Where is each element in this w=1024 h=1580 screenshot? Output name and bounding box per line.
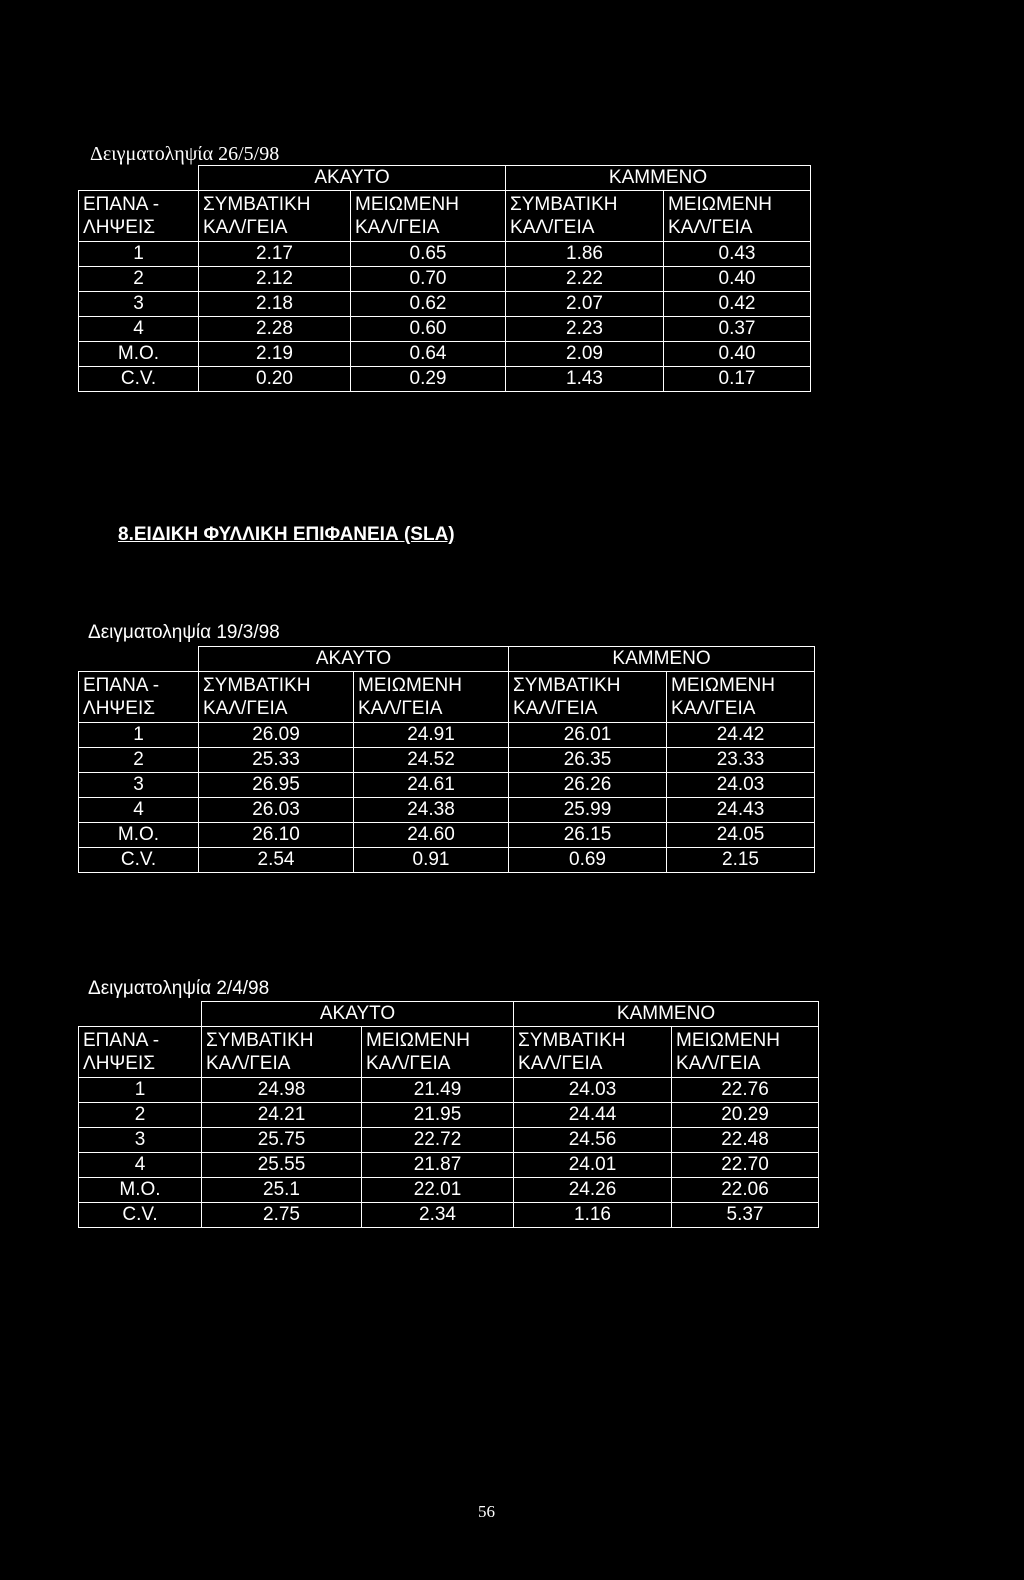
cell: 24.01 (514, 1153, 672, 1178)
cell: 2.17 (199, 242, 351, 267)
group-header: ΚΑΜΜΕΝΟ (506, 166, 811, 191)
cell: 0.40 (664, 267, 811, 292)
cell: 1 (79, 723, 199, 748)
cell: 2.28 (199, 317, 351, 342)
cell: 24.26 (514, 1178, 672, 1203)
cell: 23.33 (667, 748, 815, 773)
cell: 3 (79, 1128, 202, 1153)
cell: Μ.Ο. (79, 823, 199, 848)
column-header: ΕΠΑΝΑ - ΛΗΨΕΙΣ (79, 672, 199, 723)
cell: C.V. (79, 848, 199, 873)
data-table-1 (78, 165, 811, 392)
cell: 2.07 (506, 292, 664, 317)
cell: 22.76 (672, 1078, 819, 1103)
group-header: ΑΚΑΥΤΟ (202, 1002, 514, 1027)
cell: 0.69 (509, 848, 667, 873)
table-row (79, 798, 815, 823)
cell: 21.49 (362, 1078, 514, 1103)
cell: 26.01 (509, 723, 667, 748)
cell: 0.60 (351, 317, 506, 342)
section-heading: 8.ΕΙΔΙΚΗ ΦΥΛΛΙΚΗ ΕΠΙΦΑΝΕΙΑ (SLA) (118, 524, 455, 545)
cell: 4 (79, 798, 199, 823)
cell: 0.42 (664, 292, 811, 317)
cell: 21.95 (362, 1103, 514, 1128)
cell: 26.10 (199, 823, 354, 848)
cell: 0.62 (351, 292, 506, 317)
table-row (79, 1203, 819, 1228)
cell: 2.22 (506, 267, 664, 292)
cell: 0.29 (351, 367, 506, 392)
cell: 25.55 (202, 1153, 362, 1178)
cell: 24.38 (354, 798, 509, 823)
corner-cell (79, 1002, 202, 1027)
group-header: ΑΚΑΥΤΟ (199, 647, 509, 672)
cell: 3 (79, 773, 199, 798)
cell: 26.09 (199, 723, 354, 748)
cell: 5.37 (672, 1203, 819, 1228)
cell: 22.72 (362, 1128, 514, 1153)
cell: 24.56 (514, 1128, 672, 1153)
table-row (79, 1103, 819, 1128)
table-row (79, 267, 811, 292)
table-row (79, 1128, 819, 1153)
cell: 2.15 (667, 848, 815, 873)
cell: 0.70 (351, 267, 506, 292)
table-row (79, 1153, 819, 1178)
cell: 0.40 (664, 342, 811, 367)
corner-cell (79, 166, 199, 191)
cell: 22.70 (672, 1153, 819, 1178)
cell: Μ.Ο. (79, 342, 199, 367)
cell: 22.48 (672, 1128, 819, 1153)
cell: 2 (79, 267, 199, 292)
cell: C.V. (79, 367, 199, 392)
cell: 24.03 (514, 1078, 672, 1103)
column-header: ΜΕΙΩΜΕΝΗ ΚΑΛ/ΓΕΙΑ (362, 1027, 514, 1078)
table-row (79, 242, 811, 267)
cell: 21.87 (362, 1153, 514, 1178)
cell: C.V. (79, 1203, 202, 1228)
group-header: ΚΑΜΜΕΝΟ (509, 647, 815, 672)
table-caption-3: Δειγματοληψία 2/4/98 (88, 978, 270, 999)
table-row (79, 292, 811, 317)
table-row (79, 342, 811, 367)
cell: Μ.Ο. (79, 1178, 202, 1203)
cell: 0.65 (351, 242, 506, 267)
cell: 24.44 (514, 1103, 672, 1128)
cell: 22.01 (362, 1178, 514, 1203)
cell: 2.75 (202, 1203, 362, 1228)
table-row (79, 848, 815, 873)
cell: 2.19 (199, 342, 351, 367)
column-header: ΕΠΑΝΑ - ΛΗΨΕΙΣ (79, 1027, 202, 1078)
cell: 1 (79, 1078, 202, 1103)
group-header: ΑΚΑΥΤΟ (199, 166, 506, 191)
cell: 0.64 (351, 342, 506, 367)
column-header: ΣΥΜΒΑΤΙΚΗ ΚΑΛ/ΓΕΙΑ (514, 1027, 672, 1078)
cell: 24.52 (354, 748, 509, 773)
cell: 24.42 (667, 723, 815, 748)
cell: 2.09 (506, 342, 664, 367)
cell: 0.37 (664, 317, 811, 342)
cell: 24.43 (667, 798, 815, 823)
column-header: ΜΕΙΩΜΕΝΗ ΚΑΛ/ΓΕΙΑ (351, 191, 506, 242)
cell: 24.98 (202, 1078, 362, 1103)
group-header: ΚΑΜΜΕΝΟ (514, 1002, 819, 1027)
cell: 3 (79, 292, 199, 317)
cell: 22.06 (672, 1178, 819, 1203)
cell: 25.75 (202, 1128, 362, 1153)
cell: 2.12 (199, 267, 351, 292)
cell: 24.61 (354, 773, 509, 798)
cell: 2.18 (199, 292, 351, 317)
cell: 24.60 (354, 823, 509, 848)
cell: 2 (79, 748, 199, 773)
cell: 25.1 (202, 1178, 362, 1203)
cell: 25.99 (509, 798, 667, 823)
cell: 0.20 (199, 367, 351, 392)
cell: 1.86 (506, 242, 664, 267)
cell: 24.91 (354, 723, 509, 748)
column-header: ΣΥΜΒΑΤΙΚΗ ΚΑΛ/ΓΕΙΑ (199, 191, 351, 242)
column-header: ΜΕΙΩΜΕΝΗ ΚΑΛ/ΓΕΙΑ (667, 672, 815, 723)
column-header: ΣΥΜΒΑΤΙΚΗ ΚΑΛ/ΓΕΙΑ (509, 672, 667, 723)
column-header: ΣΥΜΒΑΤΙΚΗ ΚΑΛ/ΓΕΙΑ (506, 191, 664, 242)
cell: 2 (79, 1103, 202, 1128)
cell: 26.26 (509, 773, 667, 798)
column-header: ΣΥΜΒΑΤΙΚΗ ΚΑΛ/ΓΕΙΑ (199, 672, 354, 723)
table-row (79, 367, 811, 392)
data-table-2 (78, 646, 815, 873)
table-caption-2: Δειγματοληψία 19/3/98 (88, 622, 280, 643)
cell: 0.17 (664, 367, 811, 392)
page-number: 56 (478, 1502, 495, 1521)
column-header: ΕΠΑΝΑ - ΛΗΨΕΙΣ (79, 191, 199, 242)
cell: 1 (79, 242, 199, 267)
table-row (79, 773, 815, 798)
cell: 2.34 (362, 1203, 514, 1228)
table-row (79, 723, 815, 748)
data-table-3 (78, 1001, 819, 1228)
table-caption-1: Δειγματοληψία 26/5/98 (90, 143, 280, 165)
cell: 4 (79, 1153, 202, 1178)
cell: 24.21 (202, 1103, 362, 1128)
table-row (79, 748, 815, 773)
cell: 2.54 (199, 848, 354, 873)
table-row (79, 823, 815, 848)
cell: 20.29 (672, 1103, 819, 1128)
column-header: ΜΕΙΩΜΕΝΗ ΚΑΛ/ΓΕΙΑ (354, 672, 509, 723)
column-header: ΜΕΙΩΜΕΝΗ ΚΑΛ/ΓΕΙΑ (664, 191, 811, 242)
column-header: ΜΕΙΩΜΕΝΗ ΚΑΛ/ΓΕΙΑ (672, 1027, 819, 1078)
cell: 26.95 (199, 773, 354, 798)
cell: 1.43 (506, 367, 664, 392)
cell: 26.35 (509, 748, 667, 773)
cell: 24.05 (667, 823, 815, 848)
cell: 0.43 (664, 242, 811, 267)
corner-cell (79, 647, 199, 672)
cell: 26.15 (509, 823, 667, 848)
cell: 0.91 (354, 848, 509, 873)
cell: 4 (79, 317, 199, 342)
table-row (79, 317, 811, 342)
cell: 1.16 (514, 1203, 672, 1228)
cell: 25.33 (199, 748, 354, 773)
table-row (79, 1178, 819, 1203)
cell: 24.03 (667, 773, 815, 798)
table-row (79, 1078, 819, 1103)
cell: 26.03 (199, 798, 354, 823)
column-header: ΣΥΜΒΑΤΙΚΗ ΚΑΛ/ΓΕΙΑ (202, 1027, 362, 1078)
cell: 2.23 (506, 317, 664, 342)
